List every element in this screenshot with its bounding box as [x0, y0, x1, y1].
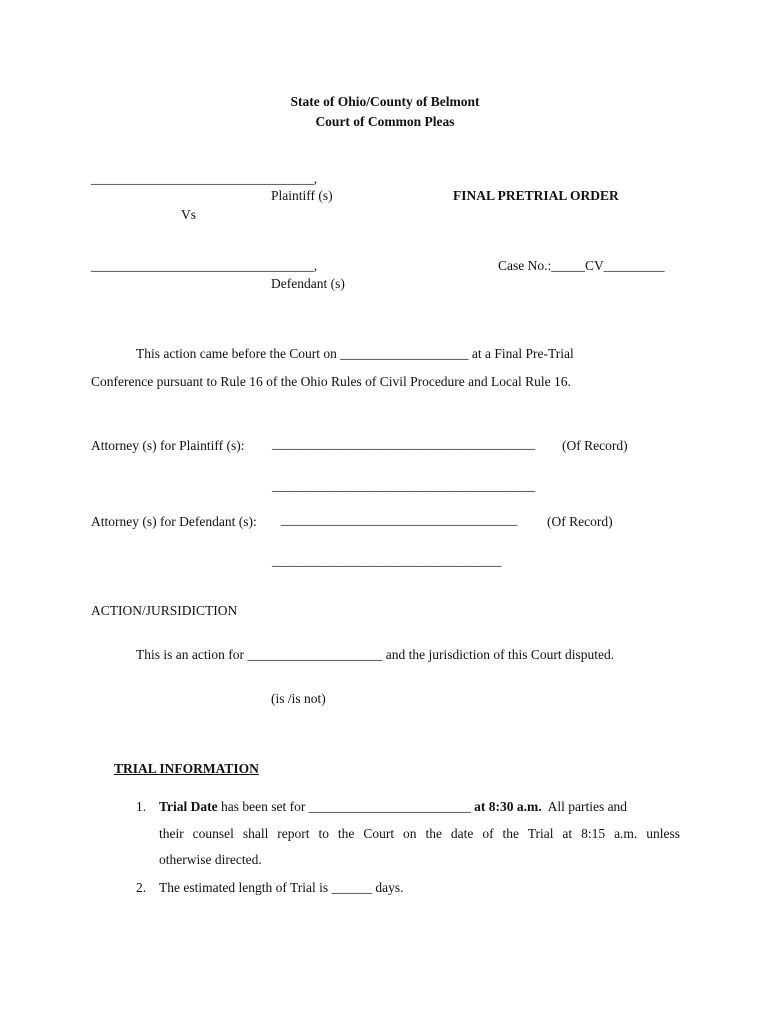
court-header-line2: Court of Common Pleas [315, 114, 455, 129]
trial-item-1-number: 1. [136, 799, 147, 814]
plaintiff-of-record: (Of Record) [562, 438, 628, 453]
trial-item-1-line-1 [159, 799, 680, 815]
is-is-not-note: (is /is not) [271, 691, 326, 706]
trial-item-2-text: The estimated length of Trial is ______ days. [159, 880, 404, 895]
defendant-attorney-label: Attorney (s) for Defendant (s): [91, 514, 257, 529]
action-line: This is an action for ____________________ and the jurisdiction of this Court disputed. [136, 647, 615, 662]
intro-line-1: This action came before the Court on ___________________ at a Final Pre-Trial [136, 346, 574, 361]
defendant-name-blank: _________________________________, [91, 258, 318, 273]
defendant-attorney-blank-2: __________________________________ [272, 553, 502, 568]
action-jurisdiction-heading: ACTION/JURSIDICTION [91, 603, 238, 618]
plaintiff-attorney-label: Attorney (s) for Plaintiff (s): [91, 438, 245, 453]
court-header-line1: State of Ohio/County of Belmont [290, 94, 480, 109]
trial-time: at 8:30 a.m. [474, 799, 542, 814]
plaintiff-label: Plaintiff (s) [271, 188, 333, 203]
intro-line-2: Conference pursuant to Rule 16 of the Ohio Rules of Civil Procedure and Local Rule 16. [91, 374, 571, 389]
plaintiff-name-blank: _________________________________, [91, 171, 318, 186]
document-title: FINAL PRETRIAL ORDER [453, 188, 619, 203]
defendant-of-record: (Of Record) [547, 514, 613, 529]
trial-item-1-line-2: their counsel shall report to the Court on the date of the Trial at 8:15 a.m. unless [159, 826, 680, 841]
versus-label: Vs [181, 207, 197, 222]
trial-date-blank-text: has been set for ________________________ [217, 799, 475, 814]
trial-parties-text: All parties and [541, 799, 628, 814]
trial-item-2-number: 2. [136, 880, 147, 895]
case-number: Case No.:_____CV_________ [498, 258, 665, 273]
defendant-attorney-blank: ___________________________________ [281, 512, 518, 527]
plaintiff-attorney-blank-2: _______________________________________ [272, 478, 536, 493]
trial-date-label: Trial Date [159, 799, 218, 814]
trial-information-heading: TRIAL INFORMATION [114, 761, 259, 776]
trial-item-1-line-3: otherwise directed. [159, 852, 262, 867]
plaintiff-attorney-blank: _______________________________________ [272, 436, 536, 451]
defendant-label: Defendant (s) [271, 276, 345, 291]
